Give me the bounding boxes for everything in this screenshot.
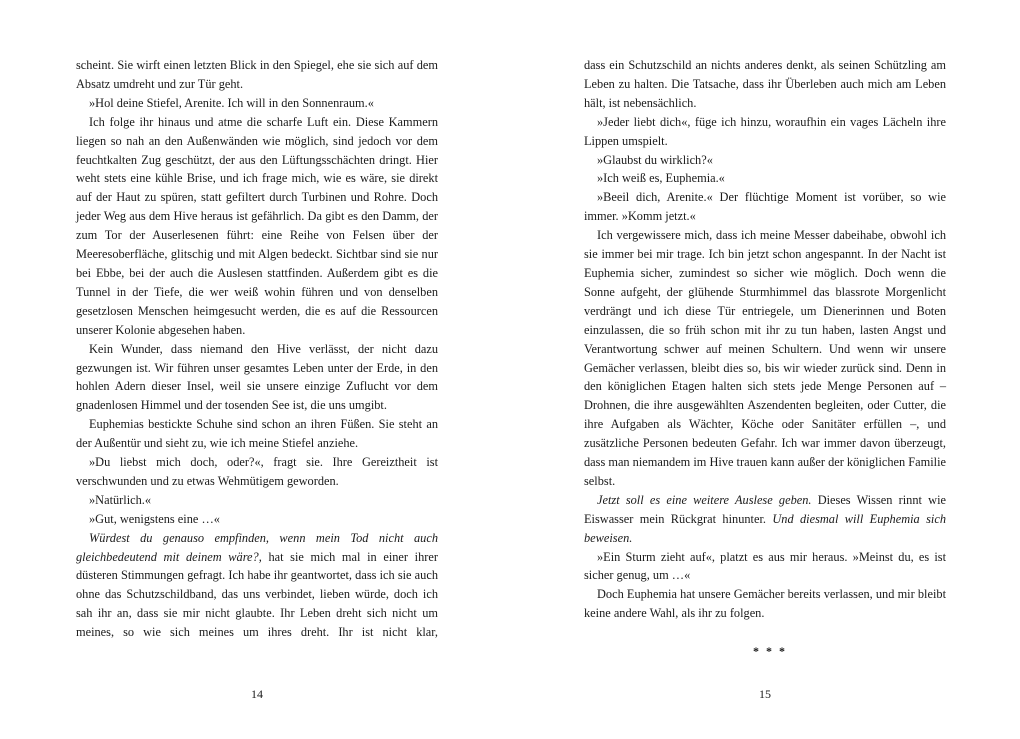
left-page-text	[76, 56, 438, 642]
paragraph: Doch Euphemia hat unsere Gemächer bereits verlassen, und mir bleibt keine andere Wahl, als ihr zu folgen.	[584, 587, 946, 621]
paragraph: »Hol deine Stiefel, Arenite. Ich will in den Sonnenraum.«	[89, 95, 374, 110]
paragraph: scheint. Sie wirft einen letzten Blick in den Spiegel, ehe sie sich auf dem Absatz umdreht und zur Tür geht.	[76, 58, 438, 91]
paragraph: »Beeil dich, Arenite.« Der flüchtige Moment ist vorüber, so wie immer. »Komm jetzt.«	[584, 190, 946, 224]
paragraph-mid-text: Dieses Wissen rinnt wie Eiswasser mein Rückgrat hinunter.	[584, 492, 946, 526]
paragraph: »Natürlich.«	[89, 492, 152, 507]
scene-break: * * *	[753, 644, 787, 659]
paragraph: Ich folge ihr hinaus und atme die scharfe Luft ein. Diese Kammern liegen so nah an den Außenwänden wie möglich, sind jedoch vor dem feuchtkalten Zug geschützt, der aus den Lüftungsschächten dringt. Hier weht stets eine kühle Brise, und ich frage mich, wie es wäre, sie direkt auf der Haut zu spüren, statt gefiltert durch Turbinen und Rohre. Doch jeder Weg aus dem Hive heraus ist gefährlich. Da gibt es den Damm, der zum Tor der Auserlesenen führt: eine Reihe von Felsen über der Meeresoberfläche, glitschig und mit Algen bedeckt. Sichtbar sind sie nur bei Ebbe, bei der auch die Auslesen stattfinden. Außerdem gibt es die Tunnel in der Tiefe, die wer weiß wohin führen und von denselben gesetzlosen Menschen heimgesucht werden, die es auf die Ressourcen unserer Kolonie abgesehen haben.	[76, 114, 438, 337]
paragraph: »Glaubst du wirklich?«	[597, 152, 713, 167]
paragraph: »Gut, wenigstens eine …«	[89, 511, 220, 526]
paragraph: »Ein Sturm zieht auf«, platzt es aus mir heraus. »Meinst du, es ist sicher genug, um …«	[584, 549, 946, 583]
paragraph: dass ein Schutzschild an nichts anderes denkt, als seinen Schützling am Leben zu halten. Die Tatsache, dass ihr Überleben auch mich am Leben hält, ist nebensächlich.	[584, 58, 946, 110]
italic-question: Würdest du genauso empfinden, wenn mein Tod nicht auch gleichbedeutend mit deinem wäre?,	[76, 530, 438, 564]
right-page-text	[584, 56, 946, 661]
paragraph: Kein Wunder, dass niemand den Hive verlässt, der nicht dazu gezwungen ist. Wir führen unser gesamtes Leben unter der Erde, in den hohlen Adern dieser Insel, weil sie unsere einzige Zuflucht vor dem gnadenlosen Himmel und der tosenden See ist, die uns umgibt.	[76, 341, 438, 413]
italic-sentence: Jetzt soll es eine weitere Auslese geben.	[597, 492, 812, 507]
paragraph: »Jeder liebt dich«, füge ich hinzu, woraufhin ein vages Lächeln ihre Lippen umspielt.	[584, 114, 946, 148]
italic-sentence: Und diesmal will Euphemia sich beweisen.	[584, 511, 946, 545]
page-number-left: 14	[251, 687, 263, 701]
paragraph-rest: hat sie mich mal in einer ihrer düsteren Stimmungen gefragt. Ich habe ihr geantwortet, dass ich sie auch ohne das Schutzschildband, das uns verbindet, lieben würde, doch ich sah ihr an, dass sie mir nicht glaubte. Ihr Leben dreht sich nicht um meines, so wie sich meines um ihres dreht. Ihr ist nicht klar,	[76, 549, 438, 640]
paragraph: »Ich weiß es, Euphemia.«	[597, 171, 725, 186]
paragraph: »Du liebst mich doch, oder?«, fragt sie. Ihre Gereiztheit ist verschwunden und zu etwas Wehmütigem geworden.	[76, 455, 438, 488]
paragraph-italic-mixed	[584, 491, 946, 548]
paragraph-italic-question	[76, 529, 438, 642]
paragraph: Ich vergewissere mich, dass ich meine Messer dabeihabe, obwohl ich sie immer bei mir trage. Ich bin jetzt schon angespannt. In der Nacht ist Euphemia sicher, zumindest so sicher wie möglich. Doch wenn die Sonne aufgeht, der glühende Sturmhimmel das blassrote Morgenlicht verdrängt und ich diese Tür entriegele, um Dienerinnen und Boten einzulassen, die so früh schon mit ihr zu tun haben, lasten Angst und Verantwortung schwer auf meinen Schultern. Und wenn wir unsere Gemächer verlassen, bleibt dies so, bis wir wieder zurück sind. Denn in den königlichen Etagen halten sich stets jede Menge Personen auf – Drohnen, die ihre ausgewählten Aszendenten begleiten, oder Cutter, die ihre Aufgaben als Wächter, Köche oder Sanitäter erfüllen –, und zusätzliche Personen bedeuten Gefahr. Ich war immer davon überzeugt, dass man niemandem im Hive trauen kann außer der königlichen Familie selbst.	[584, 228, 946, 488]
page-number-right: 15	[759, 687, 771, 701]
paragraph: Euphemias bestickte Schuhe sind schon an ihren Füßen. Sie steht an der Außentür und sieht zu, wie ich meine Stiefel anziehe.	[76, 417, 438, 451]
